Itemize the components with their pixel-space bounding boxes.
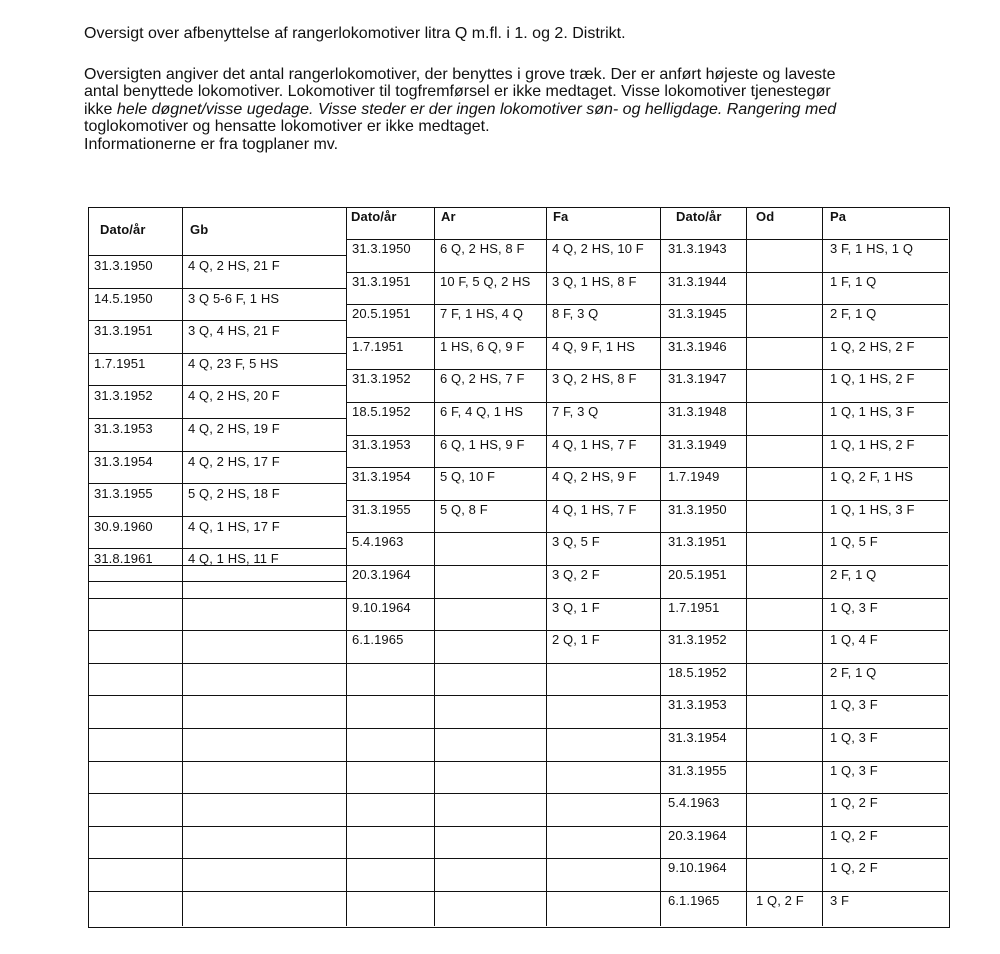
header-gb: Gb — [190, 222, 209, 237]
header-dato-arfa: Dato/år — [351, 209, 397, 224]
cell-pa-value: 2 F, 1 Q — [830, 567, 877, 582]
cell-odpa-date: 18.5.1952 — [668, 664, 727, 680]
cell-pa-value: 1 Q, 2 F — [830, 827, 878, 843]
cell-odpa-date: 1.7.1949 — [668, 469, 720, 485]
cell-arfa-date: 20.5.1951 — [352, 306, 411, 322]
cell-gb-value: 4 Q, 1 HS, 11 F — [188, 551, 279, 567]
grid-line-h — [346, 793, 948, 794]
cell-arfa-date: 31.3.1951 — [352, 273, 411, 289]
grid-line-h — [346, 858, 948, 859]
cell-pa-value: 1 Q, 4 F — [830, 632, 878, 648]
grid-line-v — [434, 207, 435, 926]
cell-ar-value: 6 Q, 2 HS, 8 F — [440, 241, 525, 256]
cell-odpa-date: 31.3.1949 — [668, 436, 727, 452]
cell-fa-value: 8 F, 3 Q — [552, 306, 599, 322]
cell-gb-value: 4 Q, 2 HS, 17 F — [188, 453, 280, 469]
cell-pa-value: 3 F, 1 HS, 1 Q — [830, 241, 914, 256]
cell-odpa-date: 31.3.1950 — [668, 501, 727, 517]
cell-ar-value: 1 HS, 6 Q, 9 F — [440, 338, 525, 354]
grid-line-h — [88, 858, 346, 859]
cell-odpa-date: 31.3.1954 — [668, 730, 727, 745]
cell-odpa-date: 31.3.1946 — [668, 338, 727, 354]
grid-line-h — [346, 239, 948, 240]
grid-line-h — [88, 728, 346, 729]
cell-arfa-date: 6.1.1965 — [352, 632, 404, 648]
cell-gb-value: 4 Q, 2 HS, 20 F — [188, 388, 280, 404]
header-od: Od — [756, 209, 775, 224]
header-fa: Fa — [553, 209, 569, 224]
grid-line-h — [88, 598, 346, 599]
cell-pa-value: 3 F — [830, 893, 850, 908]
cell-arfa-date: 9.10.1964 — [352, 599, 411, 615]
cell-pa-value: 1 Q, 3 F — [830, 599, 878, 615]
cell-ar-value: 6 F, 4 Q, 1 HS — [440, 404, 524, 419]
intro-text: antal benyttede lokomotiver. Lokomotiver til togfremførsel er ikke medtaget. Visse lokomotiver tjenestegør — [84, 83, 831, 101]
cell-odpa-date: 6.1.1965 — [668, 893, 720, 908]
grid-line-v — [660, 207, 661, 926]
grid-line-h — [88, 288, 346, 289]
cell-gb-value: 3 Q, 4 HS, 21 F — [188, 323, 280, 339]
grid-line-h — [346, 467, 948, 468]
cell-pa-value: 1 Q, 2 F — [830, 795, 878, 811]
grid-line-h — [346, 402, 948, 403]
cell-fa-value: 4 Q, 1 HS, 7 F — [552, 436, 637, 452]
cell-gb-date: 31.8.1961 — [94, 551, 153, 567]
cell-fa-value: 4 Q, 2 HS, 10 F — [552, 241, 644, 256]
cell-fa-value: 3 Q, 1 HS, 8 F — [552, 273, 637, 289]
grid-line-h — [88, 663, 346, 664]
cell-ar-value: 5 Q, 10 F — [440, 469, 496, 485]
cell-fa-value: 4 Q, 1 HS, 7 F — [552, 501, 637, 517]
locomotive-table — [88, 207, 950, 928]
cell-gb-date: 30.9.1960 — [94, 518, 153, 534]
intro-line — [84, 83, 944, 100]
cell-fa-value: 3 Q, 2 HS, 8 F — [552, 371, 637, 387]
grid-line-h — [88, 483, 346, 484]
cell-odpa-date: 5.4.1963 — [668, 795, 720, 811]
header-dato-gb: Dato/år — [100, 222, 146, 237]
grid-line-h — [88, 695, 346, 696]
grid-line-h — [346, 728, 948, 729]
grid-line-h — [346, 369, 948, 370]
grid-line-h — [88, 548, 346, 549]
cell-fa-value: 3 Q, 5 F — [552, 534, 600, 550]
cell-odpa-date: 31.3.1945 — [668, 306, 727, 322]
intro-text: Informationerne er fra togplaner mv. — [84, 135, 339, 153]
cell-pa-value: 1 Q, 1 HS, 2 F — [830, 436, 915, 452]
cell-gb-date: 31.3.1953 — [94, 421, 153, 436]
cell-odpa-date: 31.3.1951 — [668, 534, 727, 550]
grid-line-h — [346, 891, 948, 892]
cell-arfa-date: 31.3.1952 — [352, 371, 411, 387]
grid-line-h — [88, 418, 346, 419]
cell-arfa-date: 31.3.1950 — [352, 241, 411, 256]
cell-gb-date: 31.3.1950 — [94, 258, 153, 273]
cell-pa-value: 1 Q, 5 F — [830, 534, 878, 550]
cell-pa-value: 1 Q, 3 F — [830, 730, 878, 745]
cell-arfa-date: 1.7.1951 — [352, 338, 404, 354]
cell-arfa-date: 20.3.1964 — [352, 567, 411, 582]
cell-ar-value: 6 Q, 2 HS, 7 F — [440, 371, 525, 387]
cell-pa-value: 1 Q, 2 F, 1 HS — [830, 469, 914, 485]
cell-gb-value: 4 Q, 1 HS, 17 F — [188, 518, 280, 534]
grid-line-v — [546, 207, 547, 926]
cell-arfa-date: 31.3.1954 — [352, 469, 411, 485]
intro-text: hele døgnet/visse ugedage. Visse steder er der ingen lokomotiver søn- og helligdage. Rangering med — [116, 100, 837, 118]
cell-fa-value: 2 Q, 1 F — [552, 632, 600, 648]
grid-line-v — [346, 207, 347, 926]
cell-odpa-date: 31.3.1948 — [668, 404, 727, 419]
cell-gb-value: 5 Q, 2 HS, 18 F — [188, 486, 280, 502]
cell-odpa-date: 31.3.1943 — [668, 241, 727, 256]
intro-text: toglokomotiver og hensatte lokomotiver er ikke medtaget. — [84, 118, 490, 136]
cell-fa-value: 7 F, 3 Q — [552, 404, 599, 419]
document-title: Oversigt over afbenyttelse af rangerlokomotiver litra Q m.fl. i 1. og 2. Distrikt. — [84, 25, 626, 42]
grid-line-h — [346, 304, 948, 305]
cell-fa-value: 4 Q, 2 HS, 9 F — [552, 469, 637, 485]
grid-line-h — [88, 516, 346, 517]
intro-line — [84, 66, 944, 83]
intro-text: ikke — [84, 100, 117, 118]
cell-pa-value: 1 Q, 1 HS, 3 F — [830, 404, 915, 419]
intro-line — [84, 136, 944, 153]
grid-line-v — [182, 207, 183, 926]
grid-line-h — [88, 826, 346, 827]
intro-line — [84, 101, 944, 118]
cell-pa-value: 1 Q, 1 HS, 2 F — [830, 371, 915, 387]
cell-fa-value: 3 Q, 1 F — [552, 599, 600, 615]
cell-odpa-date: 9.10.1964 — [668, 860, 727, 876]
grid-line-v — [746, 207, 747, 926]
grid-line-h — [88, 320, 346, 321]
cell-pa-value: 1 Q, 1 HS, 3 F — [830, 501, 915, 517]
cell-gb-date: 31.3.1955 — [94, 486, 153, 502]
header-dato-odpa: Dato/år — [676, 209, 722, 224]
cell-odpa-date: 20.5.1951 — [668, 567, 727, 582]
cell-pa-value: 1 Q, 2 F — [830, 860, 878, 876]
cell-ar-value: 5 Q, 8 F — [440, 501, 488, 517]
cell-gb-date: 14.5.1950 — [94, 290, 153, 306]
cell-fa-value: 4 Q, 9 F, 1 HS — [552, 338, 636, 354]
cell-odpa-date: 31.3.1952 — [668, 632, 727, 648]
grid-line-h — [88, 451, 346, 452]
cell-gb-value: 4 Q, 23 F, 5 HS — [188, 355, 279, 371]
cell-arfa-date: 5.4.1963 — [352, 534, 404, 550]
header-ar: Ar — [441, 209, 456, 224]
cell-odpa-date: 31.3.1944 — [668, 273, 727, 289]
cell-odpa-date: 31.3.1955 — [668, 762, 727, 778]
grid-line-h — [88, 581, 346, 582]
grid-line-h — [346, 695, 948, 696]
cell-ar-value: 10 F, 5 Q, 2 HS — [440, 273, 531, 289]
cell-pa-value: 1 Q, 3 F — [830, 762, 878, 778]
cell-arfa-date: 18.5.1952 — [352, 404, 411, 419]
grid-line-h — [88, 761, 346, 762]
grid-line-h — [88, 255, 346, 256]
cell-gb-value: 4 Q, 2 HS, 19 F — [188, 421, 280, 436]
cell-pa-value: 2 F, 1 Q — [830, 306, 877, 322]
grid-line-h — [88, 630, 346, 631]
cell-gb-date: 31.3.1954 — [94, 453, 153, 469]
cell-ar-value: 6 Q, 1 HS, 9 F — [440, 436, 525, 452]
cell-odpa-date: 20.3.1964 — [668, 827, 727, 843]
cell-odpa-date: 1.7.1951 — [668, 599, 720, 615]
grid-line-v — [822, 207, 823, 926]
cell-odpa-date: 31.3.1947 — [668, 371, 727, 387]
cell-arfa-date: 31.3.1955 — [352, 501, 411, 517]
grid-line-h — [88, 891, 346, 892]
grid-line-h — [88, 353, 346, 354]
cell-pa-value: 1 F, 1 Q — [830, 273, 877, 289]
cell-gb-value: 4 Q, 2 HS, 21 F — [188, 258, 280, 273]
header-pa: Pa — [830, 209, 847, 224]
cell-fa-value: 3 Q, 2 F — [552, 567, 600, 582]
cell-pa-value: 2 F, 1 Q — [830, 664, 877, 680]
cell-od-value: 1 Q, 2 F — [756, 893, 804, 908]
cell-gb-date: 31.3.1951 — [94, 323, 153, 339]
grid-line-h — [88, 793, 346, 794]
cell-gb-date: 31.3.1952 — [94, 388, 153, 404]
intro-paragraph — [84, 66, 944, 153]
grid-line-h — [346, 565, 948, 566]
intro-line — [84, 118, 944, 135]
cell-odpa-date: 31.3.1953 — [668, 697, 727, 713]
cell-gb-value: 3 Q 5-6 F, 1 HS — [188, 290, 280, 306]
grid-line-h — [88, 385, 346, 386]
cell-gb-date: 1.7.1951 — [94, 355, 146, 371]
cell-pa-value: 1 Q, 2 HS, 2 F — [830, 338, 915, 354]
cell-pa-value: 1 Q, 3 F — [830, 697, 878, 713]
grid-line-h — [346, 630, 948, 631]
cell-ar-value: 7 F, 1 HS, 4 Q — [440, 306, 524, 322]
intro-text: Oversigten angiver det antal rangerlokomotiver, der benyttes i grove træk. Der er anført højeste og laveste — [84, 66, 836, 83]
cell-arfa-date: 31.3.1953 — [352, 436, 411, 452]
grid-line-h — [346, 532, 948, 533]
